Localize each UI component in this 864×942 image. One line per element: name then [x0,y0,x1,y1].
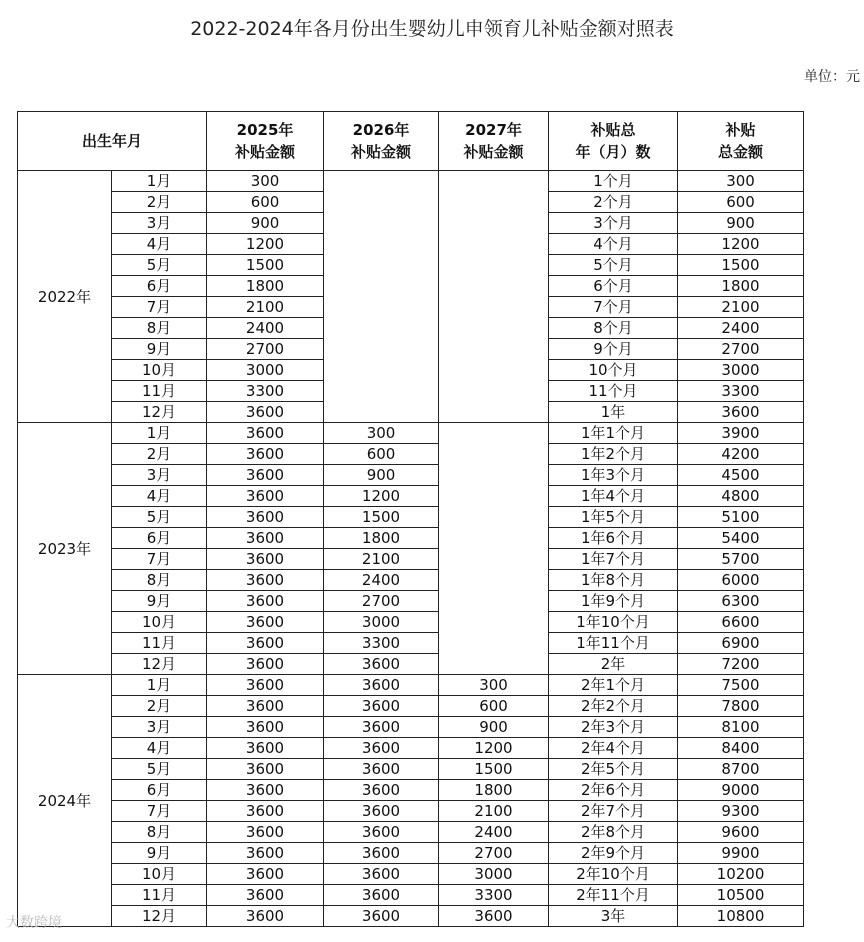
amount-2026-cell: 1800 [324,528,439,549]
subsidy-duration-cell: 8个月 [549,318,678,339]
table-row [18,822,804,843]
amount-2027-cell: 2100 [439,801,549,822]
subsidy-duration-cell: 1年3个月 [549,465,678,486]
subsidy-total-cell: 10800 [678,906,804,927]
birth-month-cell: 3月 [112,465,207,486]
amount-2026-cell: 3600 [324,906,439,927]
subsidy-total-cell: 6600 [678,612,804,633]
subsidy-duration-cell: 7个月 [549,297,678,318]
amount-2026-cell: 3600 [324,801,439,822]
birth-month-cell: 10月 [112,612,207,633]
subsidy-total-cell: 9600 [678,822,804,843]
amount-2026-cell: 3600 [324,696,439,717]
amount-2027-cell: 2700 [439,843,549,864]
amount-2025-cell: 3600 [207,696,324,717]
subsidy-table [17,111,804,927]
header-2026-line2: 补贴金额 [351,143,412,161]
amount-2027-empty [439,423,549,675]
amount-2025-cell: 1500 [207,255,324,276]
amount-2025-cell: 3600 [207,654,324,675]
amount-2027-cell: 1200 [439,738,549,759]
birth-year-cell: 2024年 [18,675,112,927]
amount-2026-cell: 600 [324,444,439,465]
amount-2025-cell: 600 [207,192,324,213]
subsidy-duration-cell: 1年10个月 [549,612,678,633]
subsidy-duration-cell: 2年2个月 [549,696,678,717]
subsidy-total-cell: 8100 [678,717,804,738]
table-row [18,885,804,906]
subsidy-duration-cell: 1年2个月 [549,444,678,465]
birth-month-cell: 11月 [112,381,207,402]
subsidy-duration-cell: 1年 [549,402,678,423]
header-total-line1: 补贴 [725,121,756,139]
header-months-line2: 年（月）数 [575,143,651,161]
subsidy-total-cell: 9900 [678,843,804,864]
amount-2025-cell: 300 [207,171,324,192]
subsidy-duration-cell: 2年5个月 [549,759,678,780]
subsidy-total-cell: 6900 [678,633,804,654]
table-row [18,570,804,591]
birth-month-cell: 1月 [112,171,207,192]
table-row [18,654,804,675]
subsidy-duration-cell: 2年1个月 [549,675,678,696]
amount-2026-cell: 3600 [324,864,439,885]
subsidy-duration-cell: 1年7个月 [549,549,678,570]
birth-month-cell: 6月 [112,528,207,549]
amount-2025-cell: 2400 [207,318,324,339]
birth-month-cell: 7月 [112,549,207,570]
amount-2027-cell: 3300 [439,885,549,906]
birth-month-cell: 8月 [112,822,207,843]
birth-month-cell: 11月 [112,633,207,654]
subsidy-total-cell: 9300 [678,801,804,822]
amount-2025-cell: 3600 [207,570,324,591]
header-row [18,112,804,171]
header-2027 [439,112,549,171]
amount-2025-cell: 3600 [207,633,324,654]
table-row [18,801,804,822]
amount-2026-empty [324,171,439,423]
amount-2026-cell: 3300 [324,633,439,654]
amount-2025-cell: 3600 [207,507,324,528]
subsidy-duration-cell: 2年8个月 [549,822,678,843]
amount-2026-cell: 3000 [324,612,439,633]
subsidy-total-cell: 3600 [678,402,804,423]
table-row [18,675,804,696]
header-total [678,112,804,171]
table-row [18,843,804,864]
amount-2025-cell: 3600 [207,612,324,633]
amount-2026-cell: 3600 [324,717,439,738]
amount-2027-cell: 2400 [439,822,549,843]
amount-2026-cell: 3600 [324,885,439,906]
amount-2026-cell: 2100 [324,549,439,570]
page-title: 2022-2024年各月份出生婴幼儿申领育儿补贴金额对照表 [190,18,674,40]
table-row [18,717,804,738]
subsidy-total-cell: 600 [678,192,804,213]
birth-year-cell: 2023年 [18,423,112,675]
amount-2025-cell: 3600 [207,486,324,507]
subsidy-duration-cell: 2个月 [549,192,678,213]
amount-2025-cell: 3600 [207,801,324,822]
birth-month-cell: 5月 [112,759,207,780]
table-body [18,171,804,927]
amount-2027-cell: 900 [439,717,549,738]
amount-2026-cell: 1500 [324,507,439,528]
amount-2027-cell: 1500 [439,759,549,780]
birth-month-cell: 11月 [112,885,207,906]
birth-month-cell: 3月 [112,717,207,738]
amount-2025-cell: 3600 [207,738,324,759]
table-row [18,591,804,612]
birth-month-cell: 9月 [112,591,207,612]
header-total-line2: 总金额 [718,143,764,161]
table-row [18,528,804,549]
subsidy-total-cell: 2400 [678,318,804,339]
birth-month-cell: 8月 [112,570,207,591]
table-row [18,465,804,486]
birth-month-cell: 12月 [112,654,207,675]
amount-2025-cell: 1800 [207,276,324,297]
amount-2025-cell: 3600 [207,528,324,549]
birth-month-cell: 5月 [112,255,207,276]
subsidy-duration-cell: 2年10个月 [549,864,678,885]
subsidy-total-cell: 5100 [678,507,804,528]
subsidy-total-cell: 3300 [678,381,804,402]
subsidy-total-cell: 1800 [678,276,804,297]
subsidy-total-cell: 8700 [678,759,804,780]
amount-2025-cell: 2100 [207,297,324,318]
birth-month-cell: 8月 [112,318,207,339]
amount-2025-cell: 3600 [207,423,324,444]
amount-2025-cell: 3600 [207,444,324,465]
amount-2025-cell: 3600 [207,780,324,801]
subsidy-total-cell: 5400 [678,528,804,549]
subsidy-duration-cell: 2年3个月 [549,717,678,738]
birth-month-cell: 6月 [112,780,207,801]
subsidy-total-cell: 7200 [678,654,804,675]
table-row [18,423,804,444]
amount-2027-cell: 300 [439,675,549,696]
amount-2025-cell: 3600 [207,864,324,885]
amount-2027-cell: 600 [439,696,549,717]
header-birth: 出生年月 [18,112,207,171]
header-2025-line1: 2025年 [236,121,294,139]
amount-2027-cell: 3600 [439,906,549,927]
header-2025-line2: 补贴金额 [235,143,296,161]
birth-year-cell: 2022年 [18,171,112,423]
birth-month-cell: 2月 [112,192,207,213]
subsidy-total-cell: 7800 [678,696,804,717]
amount-2026-cell: 3600 [324,780,439,801]
amount-2025-cell: 3600 [207,843,324,864]
subsidy-total-cell: 300 [678,171,804,192]
header-2027-line2: 补贴金额 [463,143,524,161]
subsidy-duration-cell: 2年9个月 [549,843,678,864]
birth-month-cell: 9月 [112,339,207,360]
header-2026 [324,112,439,171]
table-row [18,864,804,885]
header-2027-line1: 2027年 [465,121,522,139]
birth-month-cell: 2月 [112,696,207,717]
birth-month-cell: 12月 [112,402,207,423]
birth-month-cell: 7月 [112,801,207,822]
subsidy-duration-cell: 11个月 [549,381,678,402]
subsidy-duration-cell: 1年1个月 [549,423,678,444]
table-row [18,486,804,507]
amount-2025-cell: 3000 [207,360,324,381]
amount-2026-cell: 3600 [324,675,439,696]
amount-2026-cell: 3600 [324,759,439,780]
table-row [18,633,804,654]
subsidy-total-cell: 1500 [678,255,804,276]
birth-month-cell: 1月 [112,423,207,444]
subsidy-duration-cell: 1年8个月 [549,570,678,591]
subsidy-total-cell: 3000 [678,360,804,381]
header-months [549,112,678,171]
subsidy-total-cell: 6300 [678,591,804,612]
amount-2025-cell: 3600 [207,465,324,486]
subsidy-total-cell: 4200 [678,444,804,465]
subsidy-duration-cell: 2年7个月 [549,801,678,822]
amount-2025-cell: 3600 [207,885,324,906]
subsidy-duration-cell: 2年 [549,654,678,675]
amount-2025-cell: 3600 [207,822,324,843]
table-row [18,171,804,192]
subsidy-total-cell: 3900 [678,423,804,444]
table-row [18,906,804,927]
amount-2026-cell: 3600 [324,738,439,759]
amount-2026-cell: 900 [324,465,439,486]
birth-month-cell: 10月 [112,864,207,885]
amount-2027-cell: 1800 [439,780,549,801]
subsidy-duration-cell: 1年5个月 [549,507,678,528]
amount-2025-cell: 3600 [207,759,324,780]
table-row [18,780,804,801]
amount-2025-cell: 3300 [207,381,324,402]
amount-2026-cell: 1200 [324,486,439,507]
subsidy-total-cell: 10500 [678,885,804,906]
amount-2025-cell: 900 [207,213,324,234]
subsidy-duration-cell: 1年4个月 [549,486,678,507]
subsidy-duration-cell: 2年6个月 [549,780,678,801]
header-months-line1: 补贴总 [590,121,636,139]
table-row [18,759,804,780]
subsidy-duration-cell: 1个月 [549,171,678,192]
birth-month-cell: 4月 [112,738,207,759]
birth-month-cell: 9月 [112,843,207,864]
subsidy-duration-cell: 2年4个月 [549,738,678,759]
birth-month-cell: 2月 [112,444,207,465]
subsidy-duration-cell: 3年 [549,906,678,927]
subsidy-duration-cell: 5个月 [549,255,678,276]
watermark: 大数跨境 [6,915,62,931]
birth-month-cell: 1月 [112,675,207,696]
birth-month-cell: 6月 [112,276,207,297]
amount-2025-cell: 3600 [207,402,324,423]
subsidy-duration-cell: 3个月 [549,213,678,234]
birth-month-cell: 7月 [112,297,207,318]
amount-2027-empty [439,171,549,423]
subsidy-total-cell: 4500 [678,465,804,486]
amount-2026-cell: 2400 [324,570,439,591]
amount-2025-cell: 3600 [207,717,324,738]
unit-label: 单位：元 [804,69,860,85]
subsidy-duration-cell: 4个月 [549,234,678,255]
subsidy-duration-cell: 1年9个月 [549,591,678,612]
subsidy-total-cell: 900 [678,213,804,234]
amount-2026-cell: 3600 [324,654,439,675]
subsidy-total-cell: 9000 [678,780,804,801]
amount-2025-cell: 3600 [207,549,324,570]
amount-2025-cell: 3600 [207,906,324,927]
birth-month-cell: 10月 [112,360,207,381]
subsidy-total-cell: 6000 [678,570,804,591]
amount-2026-cell: 3600 [324,843,439,864]
amount-2027-cell: 3000 [439,864,549,885]
birth-month-cell: 3月 [112,213,207,234]
birth-month-cell: 4月 [112,486,207,507]
amount-2026-cell: 300 [324,423,439,444]
subsidy-total-cell: 2100 [678,297,804,318]
amount-2026-cell: 3600 [324,822,439,843]
subsidy-duration-cell: 10个月 [549,360,678,381]
birth-month-cell: 5月 [112,507,207,528]
header-2025 [207,112,324,171]
subsidy-duration-cell: 1年6个月 [549,528,678,549]
amount-2025-cell: 2700 [207,339,324,360]
subsidy-total-cell: 1200 [678,234,804,255]
header-2026-line1: 2026年 [352,121,410,139]
birth-month-cell: 4月 [112,234,207,255]
amount-2025-cell: 3600 [207,675,324,696]
amount-2025-cell: 3600 [207,591,324,612]
subsidy-duration-cell: 1年11个月 [549,633,678,654]
table-row [18,696,804,717]
subsidy-total-cell: 10200 [678,864,804,885]
subsidy-total-cell: 2700 [678,339,804,360]
subsidy-total-cell: 7500 [678,675,804,696]
subsidy-total-cell: 8400 [678,738,804,759]
table-row [18,507,804,528]
subsidy-total-cell: 5700 [678,549,804,570]
table-row [18,444,804,465]
amount-2026-cell: 2700 [324,591,439,612]
subsidy-duration-cell: 6个月 [549,276,678,297]
birth-month-cell: 12月 [112,906,207,927]
table-row [18,612,804,633]
table-row [18,738,804,759]
subsidy-duration-cell: 9个月 [549,339,678,360]
amount-2025-cell: 1200 [207,234,324,255]
subsidy-duration-cell: 2年11个月 [549,885,678,906]
table-row [18,549,804,570]
subsidy-total-cell: 4800 [678,486,804,507]
